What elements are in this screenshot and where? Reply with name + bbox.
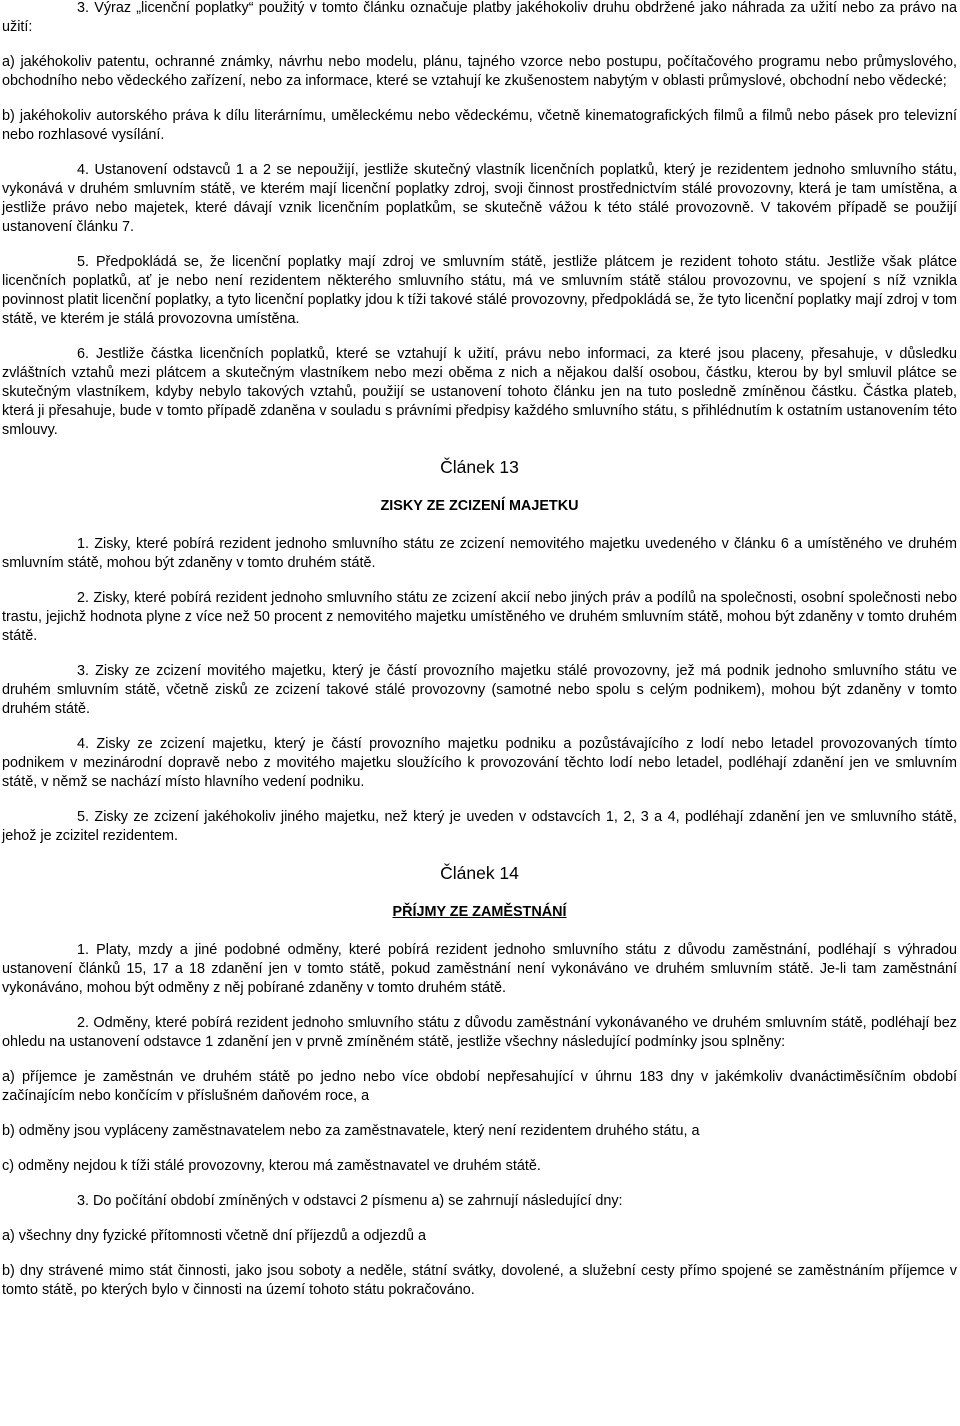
article-14-paragraph-3: 3. Do počítání období zmíněných v odstavci 2 písmenu a) se zahrnují následující dny: xyxy=(77,1193,623,1209)
article-14-item-b: b) odměny jsou vypláceny zaměstnavatelem nebo za zaměstnavatele, který není rezidentem druhého státu, a xyxy=(2,1123,700,1139)
article-13-paragraph: 2. Zisky, které pobírá rezident jednoho smluvního státu ze zcizení akcií nebo jiných práv a podílů na společnosti, osobní společnosti nebo trastu, jejichž hodnota plyne z více než 50 procent z nemovitého majetku umístěného ve druhém smluvním státě, mohou být zdaněny v tomto druhém státě. xyxy=(2,590,957,644)
article-14-item-a: a) příjemce je zaměstnán ve druhém státě po jedno nebo více období nepřesahující v úhrnu 183 dny v jakémkoliv dvanáctiměsíčním období začínajícím nebo končícím v příslušném daňovém roce, a xyxy=(2,1069,957,1104)
royalty-paragraph-5: 5. Předpokládá se, že licenční poplatky mají zdroj ve smluvním státě, jestliže plátcem je rezident tohoto státu. Jestliže však plátce licenčních poplatků, ať je nebo není rezidentem některého smluvního státu, má ve smluvním státě stálou provozovnu, ve spojení s níž vznikla povinnost platit licenční poplatky, a tyto licenční poplatky jdou k tíži takové stálé provozovny, předpokládá se, že tyto licenční poplatky mají zdroj v tom státě, ve kterém je stálá provozovna umístěna. xyxy=(2,254,957,327)
article-13-title: Článek 13 xyxy=(440,457,519,477)
article-14-paragraph-2: 2. Odměny, které pobírá rezident jednoho smluvního státu z důvodu zaměstnání vykonávaného ve druhém smluvním státě, podléhají bez ohledu na ustanovení odstavce 1 zdanění jen v prvně zmíněném státě, jestliže všechny následující podmínky jsou splněny: xyxy=(2,1015,957,1050)
article-13-paragraph: 5. Zisky ze zcizení jakéhokoliv jiného majetku, než který je uveden v odstavcích 1, 2, 3 a 4, podléhají zdanění jen ve smluvního státě, jehož je zcizitel rezidentem. xyxy=(2,809,957,844)
article-14-heading: PŘÍJMY ZE ZAMĚSTNÁNÍ xyxy=(392,904,567,920)
article-13-paragraph: 1. Zisky, které pobírá rezident jednoho smluvního státu ze zcizení nemovitého majetku uvedeného v článku 6 a umístěného ve druhém smluvním státě, mohou být zdaněny v tomto druhém státě. xyxy=(2,536,957,571)
article-14-paragraph-3-item-b: b) dny strávené mimo stát činnosti, jako jsou soboty a neděle, státní svátky, dovolené, a služební cesty přímo spojené se zaměstnáním příjemce v tomto státě, po kterých bylo v činnosti na území tohoto státu pokračováno. xyxy=(2,1263,957,1298)
royalty-paragraph-6: 6. Jestliže částka licenčních poplatků, které se vztahují k užití, právu nebo informaci, za které jsou placeny, přesahuje, v důsledku zvláštních vztahů mezi plátcem a skutečným vlastníkem nebo mezi oběma z nich a nějakou další osobou, částku, kterou by byl smluvil plátce se skutečným vlastníkem, kdyby nebylo takových vztahů, použijí se ustanovení tohoto článku jen na tuto posledně zmíněnou částku. Částka plateb, která ji přesahuje, bude v tomto případě zdaněna v souladu s právními předpisy každého smluvního státu, s přihlédnutím k ostatním ustanovením této smlouvy. xyxy=(2,346,957,438)
royalty-paragraph-4: 4. Ustanovení odstavců 1 a 2 se nepoužijí, jestliže skutečný vlastník licenčních poplatků, který je rezidentem jednoho smluvního státu, vykonává v druhém smluvním státě, ve kterém mají licenční poplatky zdroj, svoji činnost prostřednictvím stálé provozovny, která je tam umístěna, a jestliže právo nebo majetek, které dávají vznik licenčním poplatkům, se skutečně vážou k této stálé provozovně. V takovém případě se použijí ustanovení článku 7. xyxy=(2,162,957,235)
royalty-item-b: b) jakéhokoliv autorského práva k dílu literárnímu, uměleckému nebo vědeckému, včetně kinematografických filmů a filmů nebo pásek pro televizní nebo rozhlasové vysílání. xyxy=(2,108,957,143)
article-14-paragraph-1: 1. Platy, mzdy a jiné podobné odměny, které pobírá rezident jednoho smluvního státu z důvodu zaměstnání, podléhají s výhradou ustanovení článků 15, 17 a 18 zdanění jen v tomto státě, pokud zaměstnání není vykonáváno ve druhém smluvním státě. Je-li tam zaměstnání vykonáváno, mohou být odměny z něj pobírané zdaněny v tomto druhém státě. xyxy=(2,942,957,996)
royalty-item-a: a) jakéhokoliv patentu, ochranné známky, návrhu nebo modelu, plánu, tajného vzorce nebo postupu, počítačového programu nebo průmyslového, obchodního nebo vědeckého zařízení, nebo za informace, které se vztahují ke zkušenostem nabytým v oblasti průmyslové, obchodní nebo vědecké; xyxy=(2,54,957,89)
article-14-item-c: c) odměny nejdou k tíži stálé provozovny, kterou má zaměstnavatel ve druhém státě. xyxy=(2,1158,541,1174)
article-13-heading: ZISKY ZE ZCIZENÍ MAJETKU xyxy=(380,498,579,514)
article-13-paragraph: 3. Zisky ze zcizení movitého majetku, který je částí provozního majetku stálé provozovny, jež má podnik jednoho smluvního státu ve druhém smluvním státě, včetně zisků ze zcizení takové stálé provozovny (samotné nebo spolu s celým podnikem), mohou být zdaněny v tomto druhém státě. xyxy=(2,663,957,717)
article-14-paragraph-3-item-a: a) všechny dny fyzické přítomnosti včetně dní příjezdů a odjezdů a xyxy=(2,1228,426,1244)
royalty-definition-paragraph: 3. Výraz „licenční poplatky“ použitý v tomto článku označuje platby jakéhokoliv druhu obdržené jako náhrada za užití nebo za právo na užití: xyxy=(2,0,957,35)
article-13-paragraph: 4. Zisky ze zcizení majetku, který je částí provozního majetku podniku a pozůstávajícího z lodí nebo letadel provozovaných tímto podnikem v mezinárodní dopravě nebo z movitého majetku sloužícího k provozování těchto lodí nebo letadel, podléhají zdanění jen ve smluvním státě, v němž se nachází místo hlavního vedení podniku. xyxy=(2,736,957,790)
article-14-title: Článek 14 xyxy=(440,863,519,883)
